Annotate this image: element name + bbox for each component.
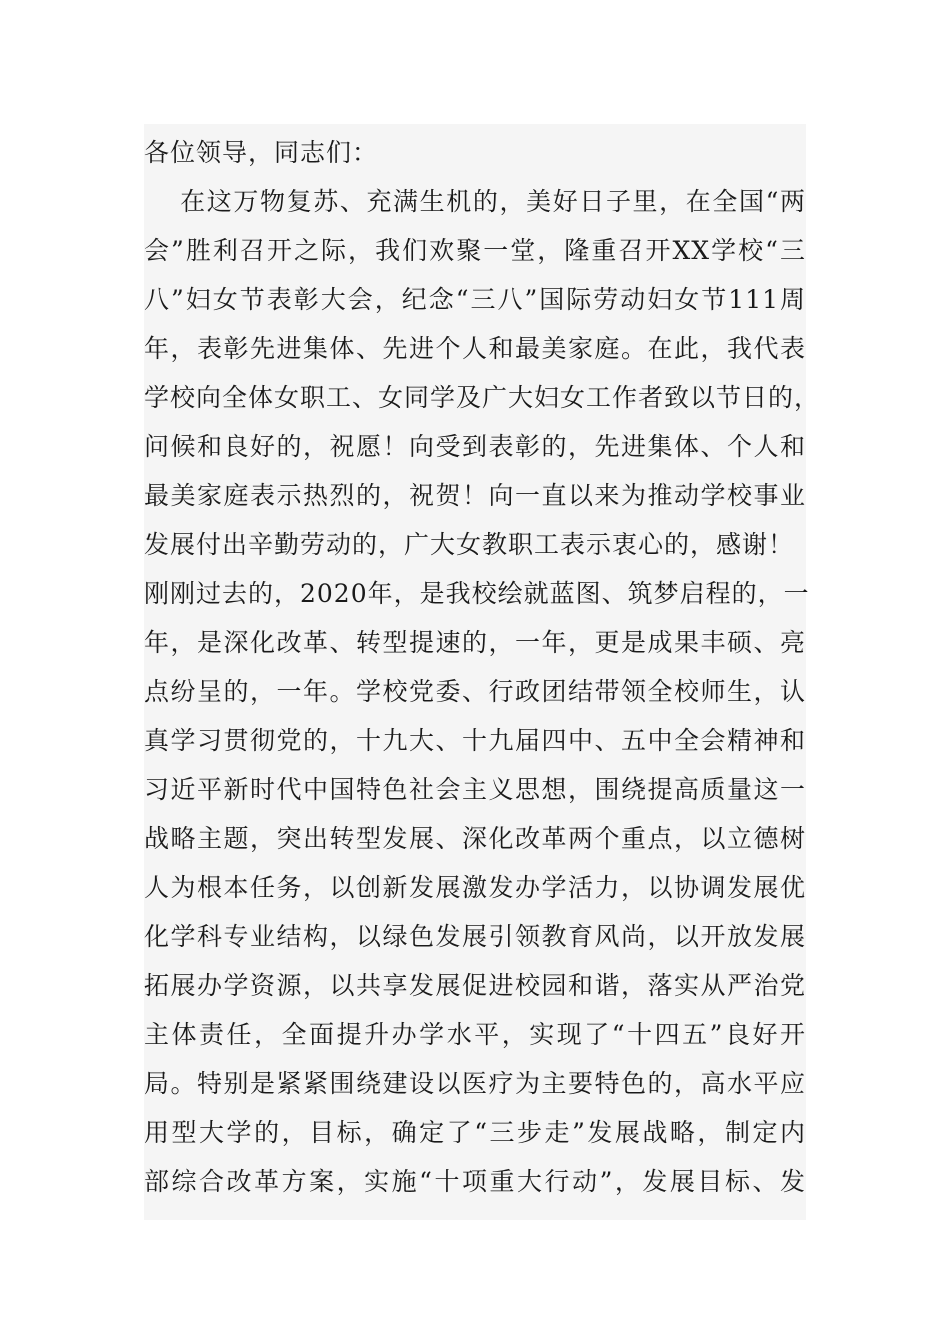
text-line: 年，是深化改革、转型提速的，一年，更是成果丰硕、亮: [144, 628, 806, 657]
text-line: 人为根本任务，以创新发展激发办学活力，以协调发展优: [144, 873, 806, 902]
text-line: 部综合改革方案，实施“十项重大行动”，发展目标、发: [144, 1167, 806, 1196]
text-line: 刚刚过去的，2020年，是我校绘就蓝图、筑梦启程的，一: [144, 579, 810, 608]
text-line: 习近平新时代中国特色社会主义思想，围绕提高质量这一: [144, 775, 806, 804]
text-line: 战略主题，突出转型发展、深化改革两个重点，以立德树: [144, 824, 806, 853]
text-line: 最美家庭表示热烈的，祝贺！向一直以来为推动学校事业: [144, 481, 806, 510]
text-line: 主体责任，全面提升办学水平，实现了“十四五”良好开: [144, 1020, 806, 1049]
text-line: 化学科专业结构，以绿色发展引领教育风尚，以开放发展: [144, 922, 806, 951]
text-line: 在这万物复苏、充满生机的，美好日子里，在全国“两: [144, 187, 806, 216]
text-line: 会”胜利召开之际，我们欢聚一堂，隆重召开XX学校“三: [144, 236, 806, 265]
text-line: 发展付出辛勤劳动的，广大女教职工表示衷心的，感谢！: [144, 530, 795, 559]
text-line: 局。特别是紧紧围绕建设以医疗为主要特色的，高水平应: [144, 1069, 806, 1098]
text-line: 学校向全体女职工、女同学及广大妇女工作者致以节日的，: [144, 383, 821, 412]
salutation-line: 各位领导，同志们：: [144, 138, 379, 167]
text-line: 问候和良好的，祝愿！向受到表彰的，先进集体、个人和: [144, 432, 806, 461]
text-line: 年，表彰先进集体、先进个人和最美家庭。在此，我代表: [144, 334, 806, 363]
text-line: 点纷呈的，一年。学校党委、行政团结带领全校师生，认: [144, 677, 806, 706]
speech-text-block: [144, 124, 821, 1220]
text-line: 拓展办学资源，以共享发展促进校园和谐，落实从严治党: [144, 971, 806, 1000]
text-line: 八”妇女节表彰大会，纪念“三八”国际劳动妇女节111周: [144, 285, 806, 314]
text-line: 真学习贯彻党的，十九大、十九届四中、五中全会精神和: [144, 726, 806, 755]
text-line: 用型大学的，目标，确定了“三步走”发展战略，制定内: [144, 1118, 806, 1147]
